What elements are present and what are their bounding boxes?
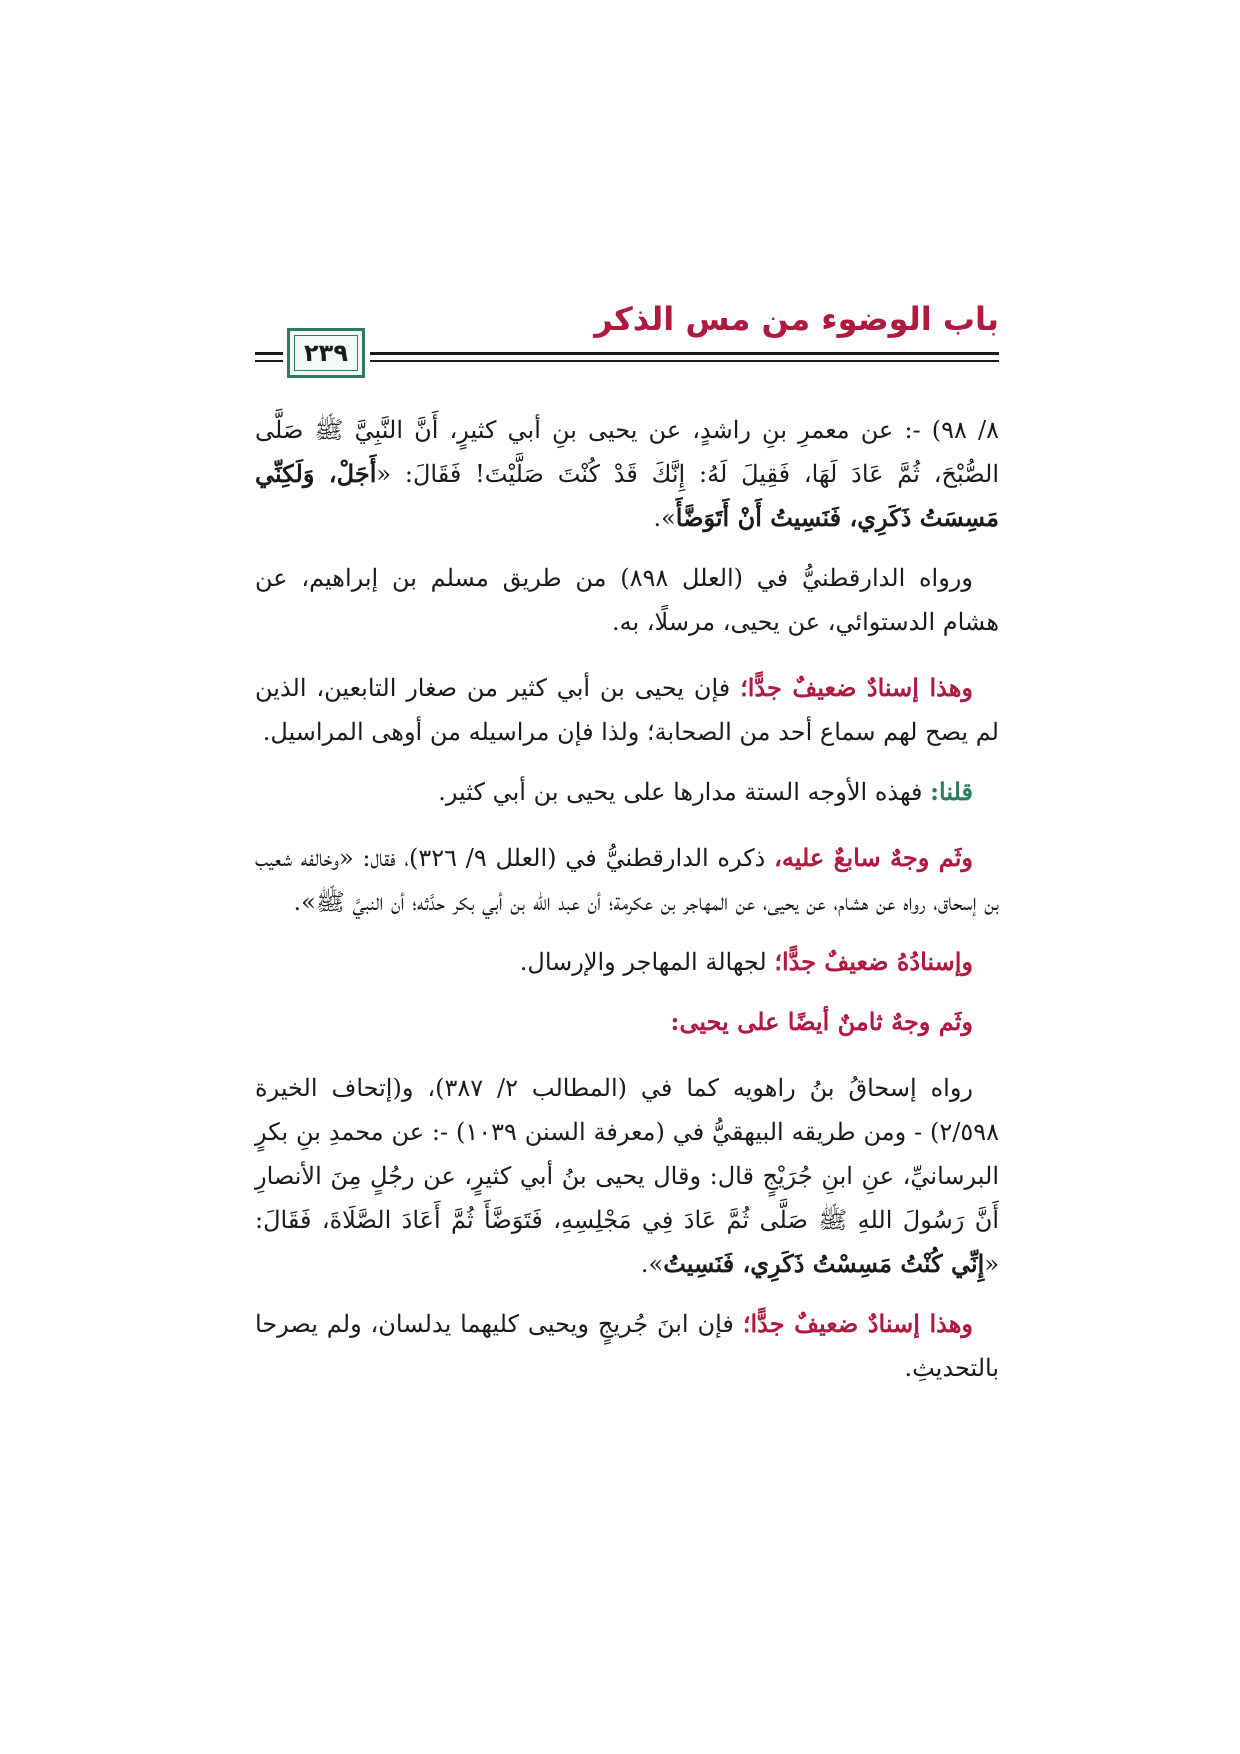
page-number: ٢٣٩ <box>304 339 348 367</box>
paragraph-2 <box>255 556 999 644</box>
paragraph-1 <box>255 408 999 540</box>
paragraph-9 <box>255 1302 999 1390</box>
hadith-quote: أَجَلْ، وَلَكِنِّي مَسِسَتُ ذَكَرِي، فَنَسِيتُ أَنْ أَتَوَضَّأَ <box>255 459 999 532</box>
paragraph-6 <box>255 940 999 984</box>
paragraph-7 <box>255 1000 999 1044</box>
header-rule-left-bottom <box>255 360 283 362</box>
hadith-quote: إِنِّي كُنْتُ مَسِسْتُ ذَكَرِي، فَنَسِيتُ <box>663 1249 985 1278</box>
note-lead: قلنا: <box>930 777 973 806</box>
page-body <box>255 408 999 1412</box>
section-lead: وثَم وجهٌ سابعٌ عليه، <box>774 843 973 872</box>
paragraph-text: ». <box>640 1250 664 1278</box>
grading-lead: وإسنادُهُ ضعيفٌ جدًّا؛ <box>774 947 973 976</box>
paragraph-8 <box>255 1066 999 1286</box>
page-header <box>255 300 999 380</box>
paragraph-text: ٨/ ٩٨) -: عن معمرِ بنِ راشدٍ، عن يحيى بنِ أبي كثيرٍ، أَنَّ النَّبِيَّ ﷺ صَلَّى الصُّبْحَ، ثُمَّ عَادَ لَهَا، فَقِيلَ لَهُ: إِنَّكَ قَدْ كُنْتَ صَلَّيْتَ! فَقَالَ: « <box>255 416 1000 488</box>
paragraph-text: ». <box>653 504 676 532</box>
header-rule-top <box>370 352 999 355</box>
grading-lead: وهذا إسنادٌ ضعيفٌ جدًّا؛ <box>740 673 973 702</box>
paragraph-text: فهذه الأوجه الستة مدارها على يحيى بن أبي كثير. <box>438 778 931 806</box>
section-heading: وثَم وجهٌ ثامنٌ أيضًا على يحيى: <box>670 1007 973 1036</box>
paragraph-3 <box>255 666 999 754</box>
paragraph-text: رواه إسحاقُ بنُ راهويه كما في (المطالب ٢/ ٣٨٧)، و(إتحاف الخيرة ٢/٥٩٨) - ومن طريقه البيهقيُّ في (معرفة السنن ١٠٣٩) -: عن محمدِ بنِ بكرٍ البرسانيِّ، عنِ ابنِ جُرَيْجٍ قال: وقال يحيى بنُ أبي كثيرٍ، عن رجُلٍ مِنَ الأنصارِ أَنَّ رَسُولَ اللهِ ﷺ صَلَّى ثُمَّ عَادَ فِي مَجْلِسِهِ، فَتَوَضَّأَ ثُمَّ أَعَادَ الصَّلَاةَ، فَقَالَ: « <box>255 1074 999 1278</box>
paragraph-4 <box>255 770 999 814</box>
paragraph-text: ورواه الدارقطنيُّ في (العلل ٨٩٨) من طريق مسلم بن إبراهيم، عن هشام الدستوائي، عن يحيى، مرسلًا، به. <box>255 564 999 636</box>
page-number-frame <box>287 328 365 378</box>
grading-lead: وهذا إسنادٌ ضعيفٌ جدًّا؛ <box>742 1309 974 1338</box>
header-rule-bottom <box>370 360 999 362</box>
paragraph-5 <box>255 836 999 924</box>
paragraph-text: لجهالة المهاجر والإرسال. <box>519 948 775 976</box>
header-rule-left-top <box>255 352 283 355</box>
paragraph-text: فإن ابنَ جُريجٍ ويحيى كليهما يدلسان، ولم يصرحا بالتحديثِ. <box>255 1310 999 1382</box>
paragraph-text: فإن يحيى بن أبي كثير من صغار التابعين، الذين لم يصح لهم سماع أحد من الصحابة؛ ولذا فإن مراسيله من أوهى المراسيل. <box>255 674 999 746</box>
chapter-title: باب الوضوء من مس الذكر <box>594 300 999 338</box>
paragraph-text: ذكره الدارقطنيُّ في (العلل ٩/ ٣٢٦)، فقال: «وخالفه شعيب بن إسحاق، رواه عن هشام، عن يحيى، عن المهاجر بن عكرمة؛ أن عبد الله بن أبي بكر حدَّثه؛ أن النبيَّ ﷺ». <box>255 844 999 916</box>
